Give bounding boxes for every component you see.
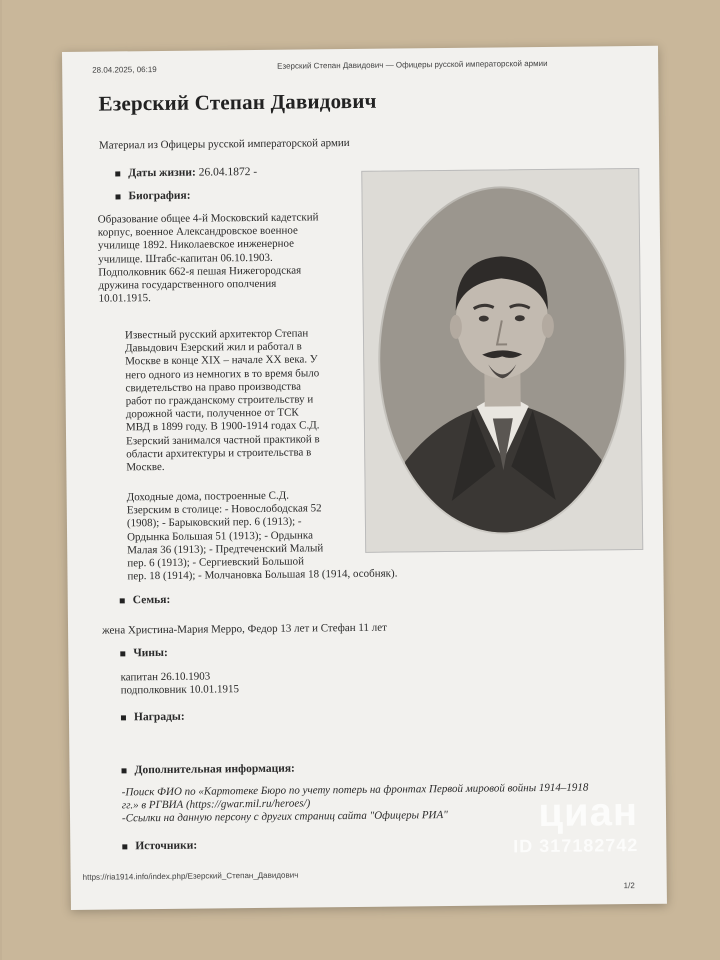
- bullet-icon: [120, 598, 125, 603]
- biography-paragraph-3: Доходные дома, построенные С.Д. Езерским в столице: - Новослободская 52 (1908); - Барыковский пер. 6 (1913); - Ордынка Большая 51 (1913); - Ордынка Малая 36 (1913); - Предтеченский Малый пер. 6 (1913); - Сергиевский Большой пер. 18 (1914); - Молчановка Большая 18 (1914, особняк).: [126, 489, 398, 583]
- watermark-brand: циан: [538, 790, 639, 836]
- family-text: жена Христина-Мария Мерро, Федор 13 лет и Стефан 11 лет: [101, 621, 387, 637]
- biography-paragraph-1: Образование общее 4-й Московский кадетский корпус, военное Александровское военное училище 1892. Николаевское инженерное училище. Штабс-капитан 06.10.1903. Подполковник 662-я пешая Нижегородская дружина государственного ополчения 10.01.1915.: [97, 211, 319, 305]
- life-dates: Даты жизни: 26.04.1872 -: [115, 166, 257, 179]
- page-subtitle: Материал из Офицеры русской императорской армии: [98, 136, 350, 152]
- awards-heading: Награды:: [121, 711, 185, 724]
- page-title: Езерский Степан Давидович: [98, 88, 377, 116]
- biography-paragraph-2: Известный русский архитектор Степан Давыдович Езерский жил и работал в Москве в конце XIX – начале XX века. У него одного из немногих в то время было свидетельство на право производства работ по гражданскому строительству и дорожной части, полученное от ТСК МВД в 1899 году. В 1900-1914 годах С.Д. Езерский занимался частной практикой в области архитектуры и строительства в Москве.: [124, 327, 320, 474]
- rank-item: подполковник 10.01.1915: [120, 683, 239, 697]
- biography-heading: Биография:: [115, 190, 190, 203]
- print-page-title: Езерский Степан Давидович — Офицеры русской императорской армии: [277, 58, 548, 71]
- life-dates-value: 26.04.1872 -: [198, 165, 258, 179]
- additional-info-heading: Дополнительная информация:: [121, 763, 294, 777]
- bullet-icon: [120, 651, 125, 656]
- family-heading: Семья:: [120, 594, 171, 607]
- additional-info-text: -Поиск ФИО по «Картотеке Бюро по учету потерь на фронтах Первой мировой войны 1914–1918 гг.» в РГВИА (https://gwar.mil.ru/heroes/) -Ссылки на данную персону с других страниц сайта "Офицеры РИА": [121, 781, 589, 825]
- print-datetime: 28.04.2025, 06:19: [92, 65, 157, 75]
- rank-item: капитан 26.10.1903: [120, 670, 211, 684]
- sources-heading: Источники:: [122, 840, 197, 853]
- bullet-icon: [115, 171, 120, 176]
- portrait-photo: [361, 168, 643, 553]
- bullet-icon: [121, 715, 126, 720]
- watermark-id: ID 317182742: [513, 835, 639, 857]
- watermark: [513, 790, 639, 857]
- ranks-heading: Чины:: [120, 647, 168, 659]
- print-url: https://ria1914.info/index.php/Езерский_Степан_Давидович: [82, 870, 299, 882]
- printed-page: [62, 46, 667, 910]
- bullet-icon: [122, 844, 127, 849]
- page-number: 1/2: [623, 881, 635, 891]
- bullet-icon: [122, 768, 127, 773]
- bullet-icon: [115, 194, 120, 199]
- ranks-list: [120, 670, 239, 698]
